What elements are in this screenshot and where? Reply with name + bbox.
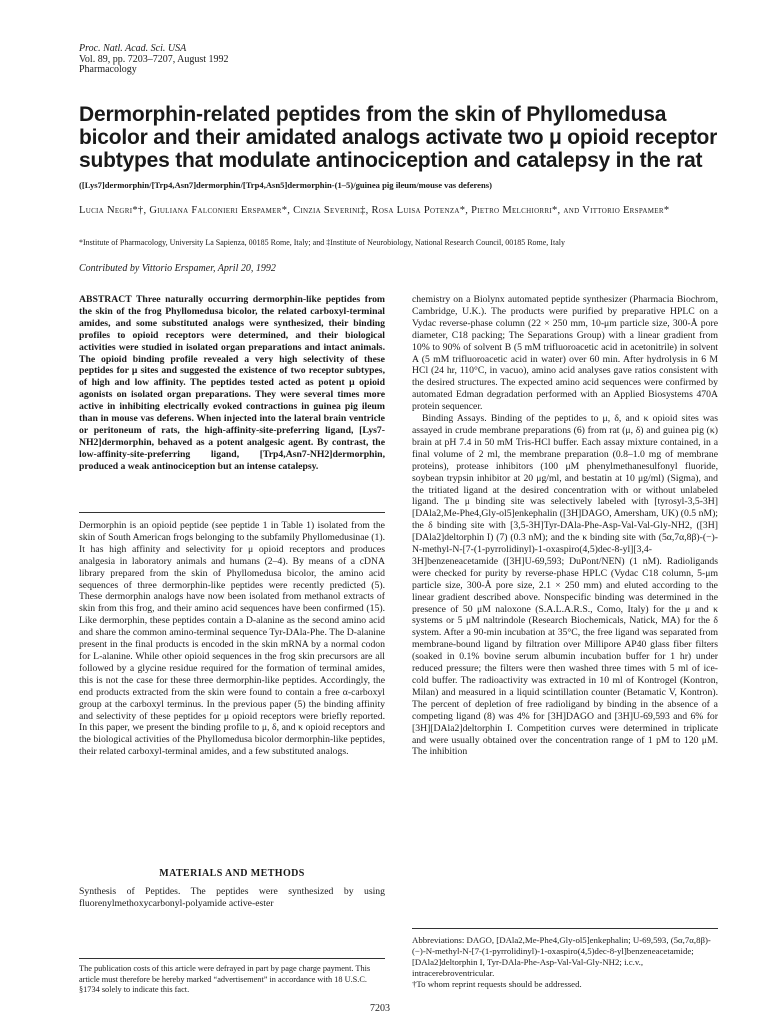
keywords: ([Lys7]dermorphin/[Trp4,Asn7]dermorphin/[Trp4,Asn5]dermorphin-(1–5)/guinea pig ileum/mouse vas deferens): [79, 180, 492, 190]
journal-section: Pharmacology: [79, 64, 137, 75]
abbrev-divider: [412, 928, 718, 929]
footnote-divider: [79, 958, 385, 959]
methods-synthesis-cont: chemistry on a Biolynx automated peptide synthesizer (Pharmacia Biochrom, Cambridge, U.K.). The products were purified by preparative HPLC on a Vydac reverse-phase column (22 × 250 mm, 10-μm particle size, 300-Å pore diameter, C18 packing; The Separations Group) with a linear gradient from 10% to 90% of solvent B (5 mM trifluoroacetic acid in acetonitrile) in solvent A (5 mM trifluoroacetic acid in water) over 60 min. After hydrolysis in 6 M HCl (24 hr, 110°C, in vacuo), amino acid analyses gave ratios consistent with the desired structures. The expected amino acid sequences were confirmed by automated Edman degradation performed with an Applied Biosystems 470A protein sequencer.: [412, 294, 718, 413]
corresponding-author: †To whom reprint requests should be addressed.: [412, 979, 582, 989]
journal-name: Proc. Natl. Acad. Sci. USA: [79, 43, 187, 54]
abstract: ABSTRACT Three naturally occurring dermorphin-like peptides from the skin of the frog Phyllomedusa bicolor, the related carboxyl-terminal amides, and some substituted analogs were synthesized, their binding profiles to opioid receptors were determined, and their biological activities were studied in isolated organ preparations and intact animals. The opioid binding profile revealed a very high selectivity of these peptides for μ sites and suggested the existence of two receptor subtypes, of high and low affinity. The peptides tested acted as potent μ opioid agonists on isolated organ preparations. They were several times more active in inhibiting electrically evoked contractions in guinea pig ileum than in mouse vas deferens. When injected into the lateral brain ventricle or peritoneum of rats, the high-affinity-site-preferring ligand, [Lys7-NH2]dermorphin, behaved as a potent analgesic agent. By contrast, the low-affinity-site-preferring ligand, [Trp4,Asn7-NH2]dermorphin, produced a weak antinociception but an intense catalepsy.: [79, 294, 385, 472]
abbreviations: [412, 935, 718, 990]
authors: Lucia Negri*†, Giuliana Falconieri Erspamer*, Cinzia Severini‡, Rosa Luisa Potenza*, Pietro Melchiorri*, and Vittorio Erspamer*: [79, 205, 670, 216]
introduction: Dermorphin is an opioid peptide (see peptide 1 in Table 1) isolated from the skin of South American frogs belonging to the subfamily Phyllomedusinae (1). It has high affinity and selectivity for μ opioid receptors and produces analgesia in laboratory animals and humans (2–4). By means of a cDNA library prepared from the skin of Phyllomedusa bicolor, the amino acid sequences of three dermorphin-like peptides were recently predicted (5). These dermorphin analogs have now been isolated from methanol extracts of skin from this frog, and their amino acid sequences have been confirmed (15). Like dermorphin, these peptides contain a D-alanine as the second amino acid and share the common amino-terminal sequence Tyr-DAla-Phe. The D-alanine present in the final products is encoded in the skin mRNA by a normal codon for L-alanine. While other opioid sequences in the frog skin precursors are all followed by a glycine residue required for the formation of terminal amides, this is not the case for these three dermorphin-like peptides. Accordingly, the end products extracted from the skin were found to contain a free α-carboxyl group at the carboxyl terminus. In the previous paper (5) the binding affinity and selectivity of these peptides for μ opioid receptors were briefly reported. In this paper, we present the binding profile to μ, δ, and κ opioid receptors and the biological activities of the Phyllomedusa bicolor dermorphin-like peptides, their related carboxyl-terminal amides, and a few substituted analogs.: [79, 520, 385, 758]
abbreviations-text: Abbreviations: DAGO, [DAla2,Me-Phe4,Gly-ol5]enkephalin; U-69,593, (5α,7α,8β)-(−)-N-methyl-N-[7-(1-pyrrolidinyl)-1-oxaspiro(4,5)dec-8-yl]benzeneacetamide; [DAla2]deltorphin I, Tyr-DAla-Phe-Asp-Val-Val-Gly-NH2; i.c.v., intracerebroventricular.: [412, 935, 711, 978]
publication-footnote: The publication costs of this article were defrayed in part by page charge payment. This article must therefore be hereby marked “advertisement” in accordance with 18 U.S.C. §1734 solely to indicate this fact.: [79, 964, 371, 994]
section-heading-methods: MATERIALS AND METHODS: [159, 868, 305, 879]
abstract-divider: [79, 512, 385, 513]
journal-header: [79, 44, 229, 76]
journal-volume: Vol. 89, pp. 7203–7207, August 1992: [79, 53, 229, 65]
right-column-text: [412, 294, 718, 758]
methods-binding: Binding Assays. Binding of the peptides to μ, δ, and κ opioid sites was assayed in crude membrane preparations (6) from rat (μ, δ) and guinea pig (κ) brain at pH 7.4 in 50 mM Tris-HCl buffer. Each assay mixture contained, in a final volume of 2 ml, the membrane preparation (0.8–1.0 mg of membrane proteins), protease inhibitors (100 μM phenylmethanesulfonyl fluoride, soybean trypsin inhibitor at 20 μg/ml, and bestatin at 10 μg/ml) (Sigma), and the tritiated ligand at the desired concentration with or without unlabeled ligand. The μ binding site was selectively labeled with [tyrosyl-3,5-3H][DAla2,Me-Phe4,Gly-ol5]enkephalin ([3H]DAGO, Amersham, UK) (0.5 nM); the δ binding site with [3,5-3H]Tyr-DAla-Phe-Asp-Val-Val-Gly-NH2, ([3H][DAla2]deltorphin I) (7) (0.3 nM); and the κ binding site with (5α,7α,8β)-(−)-N-methyl-N-[7-(1-pyrrolidinyl)-1-oxaspiro(4,5)dec-8-yl][3,4-3H]benzeneacetamide ([3H]U-69,593; DuPont/NEN) (1 nM). Radioligands were checked for purity by reverse-phase HPLC (Vydac C18 column, 5-μm particle size, 300-Å pore size, 2.1 × 250 mm) and eluted according to the linear gradient described above. Nonspecific binding was determined in the presence of 50 μM naloxone (S.A.L.A.R.S., Como, Italy) for the μ and κ systems or 5 μM naltrindole (Research Biochemicals, Natick, MA) for the δ system. After a 90-min incubation at 35°C, the free ligand was separated from membrane-bound ligand by filtration over Millipore AP40 glass fiber filters (soaked in 0.1% bovine serum albumin incubation buffer for 1 hr) under reduced pressure; the filters were then washed three times with 5 ml of ice-cold buffer. The radioactivity was extracted in 10 ml of Kontrogel (Kontron, Milan) and measured in a liquid scintillation counter (Betamatic V, Kontron). The percent of depletion of free radioligand by binding in the absence of a competing ligand (8) was 4% for [3H]DAGO and [3H]U-69,593 and 6% for [3H][DAla2]deltorphin I. Competition curves were determined in triplicate and were usually obtained over the concentration range of 1 pM to 120 μM. The inhibition: [412, 413, 718, 758]
article-title: Dermorphin-related peptides from the skin of Phyllomedusa bicolor and their amidated analogs activate two μ opioid receptor subtypes that modulate antinociception and catalepsy in the rat: [79, 103, 718, 172]
page-number: 7203: [370, 1003, 390, 1014]
methods-synthesis: Synthesis of Peptides. The peptides were synthesized by using fluorenylmethoxycarbonyl-polyamide active-ester: [79, 886, 385, 909]
affiliations: *Institute of Pharmacology, University La Sapienza, 00185 Rome, Italy; and ‡Institute of Neurobiology, National Research Council, 00185 Rome, Italy: [79, 238, 565, 247]
contributed-by: Contributed by Vittorio Erspamer, April 20, 1992: [79, 263, 276, 274]
